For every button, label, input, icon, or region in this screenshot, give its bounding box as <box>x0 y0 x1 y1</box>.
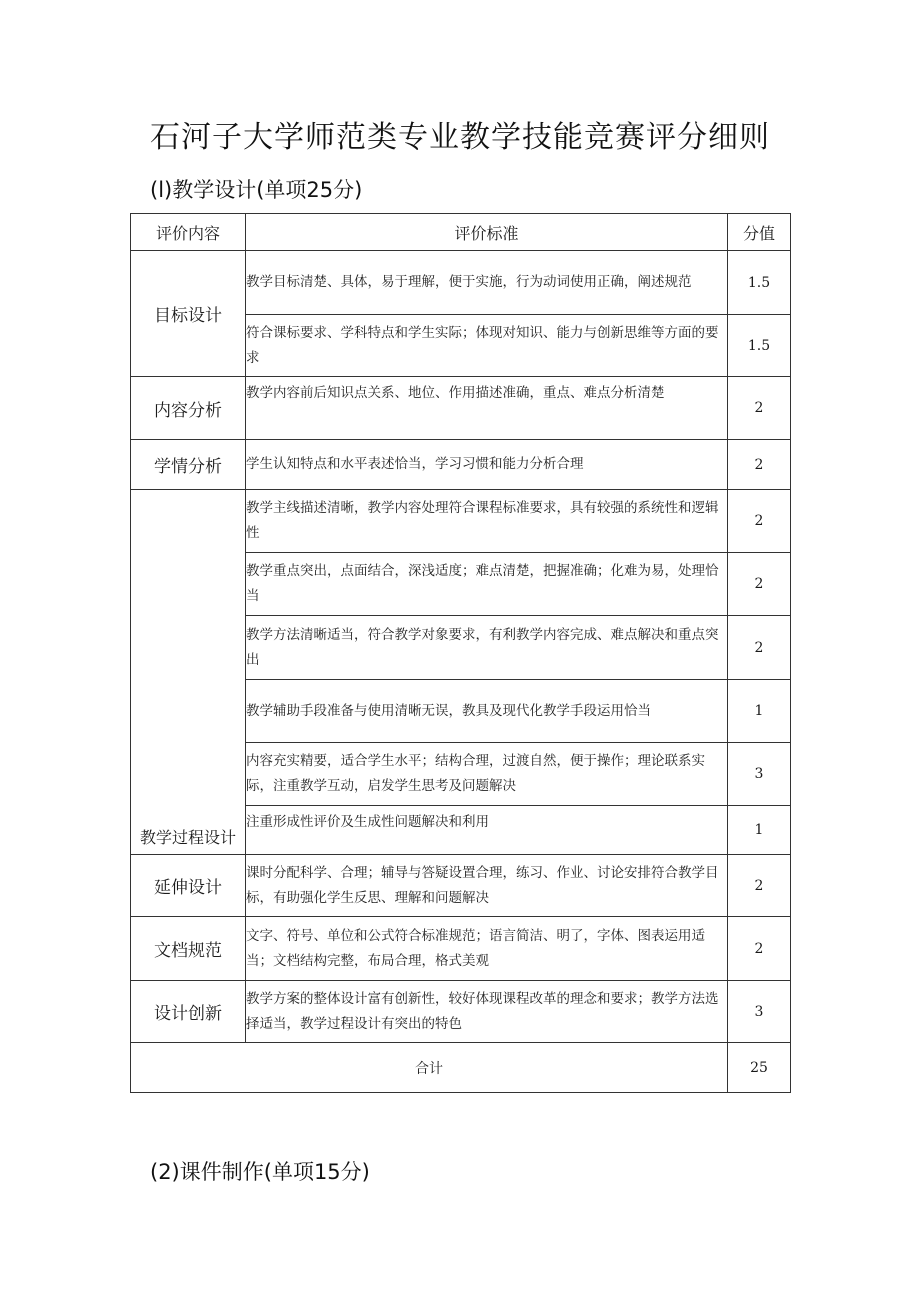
header-evaluation-content: 评价内容 <box>131 214 246 251</box>
section-heading-teaching-design: (l)教学设计(单项25分) <box>150 178 363 202</box>
criterion-text: 文字、符号、单位和公式符合标准规范；语言简洁、明了，字体、图表运用适当；文档结构完整，布局合理，格式美观 <box>246 917 728 981</box>
criterion-text: 内容充实精要，适合学生水平；结构合理，过渡自然，便于操作；理论联系实际，注重教学互动，启发学生思考及问题解决 <box>246 743 728 806</box>
score-value: 1 <box>728 806 791 855</box>
category-design-innovation: 设计创新 <box>131 981 246 1043</box>
section-heading-courseware: (2)课件制作(单项15分) <box>150 1160 370 1184</box>
category-content-analysis: 内容分析 <box>131 377 246 440</box>
table-row <box>131 251 791 315</box>
score-value: 1.5 <box>728 251 791 315</box>
scoring-table <box>130 213 791 1093</box>
criterion-text: 教学主线描述清晰，教学内容处理符合课程标准要求，具有较强的系统性和逻辑性 <box>246 490 728 553</box>
score-value: 3 <box>728 743 791 806</box>
total-label: 合计 <box>131 1043 728 1093</box>
score-value: 2 <box>728 490 791 553</box>
score-value: 2 <box>728 616 791 680</box>
score-value: 2 <box>728 440 791 490</box>
score-value: 1.5 <box>728 315 791 377</box>
criterion-text: 教学内容前后知识点关系、地位、作用描述准确，重点、难点分析清楚 <box>246 377 728 440</box>
criterion-text: 学生认知特点和水平表述恰当，学习习惯和能力分析合理 <box>246 440 728 490</box>
score-value: 2 <box>728 917 791 981</box>
table-header-row <box>131 214 791 251</box>
category-teaching-process-design: 教学过程设计 <box>131 490 246 855</box>
category-document-standards: 文档规范 <box>131 917 246 981</box>
score-value: 2 <box>728 377 791 440</box>
table-row <box>131 981 791 1043</box>
header-score: 分值 <box>728 214 791 251</box>
criterion-text: 教学方案的整体设计富有创新性，较好体现课程改革的理念和要求；教学方法选择适当，教学过程设计有突出的特色 <box>246 981 728 1043</box>
criterion-text: 注重形成性评价及生成性问题解决和利用 <box>246 806 728 855</box>
criterion-text: 教学方法清晰适当，符合教学对象要求，有利教学内容完成、难点解决和重点突出 <box>246 616 728 680</box>
criterion-text: 教学目标清楚、具体，易于理解，便于实施，行为动词使用正确，阐述规范 <box>246 251 728 315</box>
criterion-text: 符合课标要求、学科特点和学生实际；体现对知识、能力与创新思维等方面的要求 <box>246 315 728 377</box>
document-title: 石河子大学师范类专业教学技能竞赛评分细则 <box>150 120 770 155</box>
score-value: 3 <box>728 981 791 1043</box>
score-value: 1 <box>728 680 791 743</box>
criterion-text: 教学重点突出，点面结合，深浅适度；难点清楚，把握准确；化难为易，处理恰当 <box>246 553 728 616</box>
category-learner-analysis: 学情分析 <box>131 440 246 490</box>
table-row <box>131 917 791 981</box>
table-row <box>131 490 791 553</box>
criterion-text: 课时分配科学、合理；辅导与答疑设置合理，练习、作业、讨论安排符合教学目标，有助强化学生反思、理解和问题解决 <box>246 855 728 917</box>
table-row <box>131 440 791 490</box>
score-value: 2 <box>728 855 791 917</box>
table-row <box>131 377 791 440</box>
category-goal-design: 目标设计 <box>131 251 246 377</box>
category-extension-design: 延伸设计 <box>131 855 246 917</box>
criterion-text: 教学辅助手段准备与使用清晰无误，教具及现代化教学手段运用恰当 <box>246 680 728 743</box>
header-evaluation-criteria: 评价标准 <box>246 214 728 251</box>
score-value: 2 <box>728 553 791 616</box>
total-row <box>131 1043 791 1093</box>
total-score: 25 <box>728 1043 791 1093</box>
table-row <box>131 855 791 917</box>
